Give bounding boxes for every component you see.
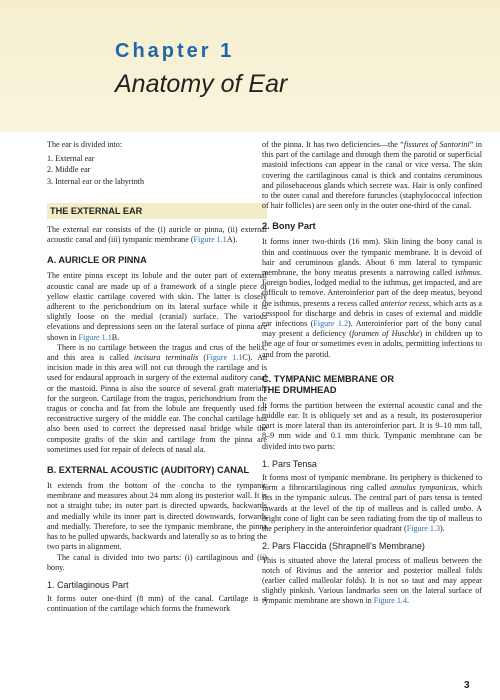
external-ear-paragraph: The external ear consists of the (i) auricle or pinna, (ii) external acoustic canal and (iii) tympanic membrane (Figure 1.1A). bbox=[47, 225, 267, 245]
canal-paragraph-1: It extends from the bottom of the concha to the tympanic membrane and measures about 24 mm along its posterior wall. It is not a straight tube; its outer part is directed upwards, backwards and medially while its inner part is directed downwards, forwards and medially. Therefore, to see the tympanic membrane, the pinna has to be pulled upwards, backwards and laterally so as to bring the two parts in alignment. bbox=[47, 481, 267, 552]
heading-cartilaginous-part: 1. Cartilaginous Part bbox=[47, 579, 129, 590]
tympanic-paragraph: It forms the partition between the external acoustic canal and the middle ear. It is obliquely set and as a result, its posterosuperior part is more lateral than its anteroinferior part. It is 9–10 mm tall, 8–9 mm wide and 0.1 mm thick. Tympanic membrane can be divided into two parts: bbox=[262, 400, 482, 451]
intro-item: 1. External ear bbox=[47, 154, 95, 164]
intro-item: 3. Internal ear or the labyrinth bbox=[47, 176, 145, 186]
heading-tympanic-membrane: C. TYMPANIC MEMBRANE OR THE DRUMHEAD bbox=[262, 373, 395, 395]
canal-paragraph-2: The canal is divided into two parts: (i) cartilaginous and (ii) bony. bbox=[47, 552, 267, 572]
figure-link[interactable]: Figure 1.2 bbox=[313, 319, 348, 329]
figure-link[interactable]: Figure 1.1 bbox=[78, 332, 112, 342]
heading-auricle: A. AURICLE OR PINNA bbox=[47, 255, 147, 266]
page-number: 3 bbox=[464, 680, 470, 691]
chapter-label: Chapter 1 bbox=[115, 40, 235, 62]
figure-link[interactable]: Figure 1.4 bbox=[373, 596, 407, 606]
pars-flaccida-paragraph: This is situated above the lateral process of malleus between the notch of Rivinus and the anterior and posterior malleal folds (earlier called malleolar folds). It is not so taut and may appear slightly pinkish. Various landmarks seen on the lateral surface of tympanic membrane are shown in Figure 1.4. bbox=[262, 555, 482, 606]
intro-lead: The ear is divided into: bbox=[47, 140, 123, 149]
figure-link[interactable]: Figure 1.3 bbox=[406, 524, 441, 534]
heading-pars-flaccida: 2. Pars Flaccida (Shrapnell’s Membrane) bbox=[262, 541, 425, 552]
section-heading-external-ear: THE EXTERNAL EAR bbox=[47, 203, 267, 219]
cartilaginous-paragraph: It forms outer one-third (8 mm) of the canal. Cartilage is a continuation of the cartilage which forms the framework bbox=[47, 594, 267, 614]
auricle-paragraph-1: The entire pinna except its lobule and the outer part of external acoustic canal are made up of a framework of a single piece of yellow elastic cartilage covered with skin. The latter is closely adherent to the perichondrium on its lateral surface while it is slightly loose on the medial (cranial) surface. The various elevations and depressions seen on the lateral surface of pinna are shown in Figure 1.1B. bbox=[47, 271, 267, 342]
chapter-header-band bbox=[0, 0, 500, 132]
figure-link[interactable]: Figure 1.1 bbox=[206, 353, 243, 363]
chapter-title: Anatomy of Ear bbox=[115, 70, 288, 98]
pars-tensa-paragraph: It forms most of tympanic membrane. Its periphery is thickened to form a fibrocartilaginous ring called annulus tympanicus, which fits in the tympanic sulcus. The central part of pars tensa is tented inwards at the level of the tip of malleus and is called umbo. A bright cone of light can be seen radiating from the tip of malleus to the periphery in the anteroinferior quadrant (Figure 1.3). bbox=[262, 473, 482, 534]
right-column bbox=[262, 140, 482, 607]
intro-item: 2. Middle ear bbox=[47, 165, 91, 175]
figure-link[interactable]: Figure 1.1 bbox=[193, 235, 227, 245]
heading-pars-tensa: 1. Pars Tensa bbox=[262, 458, 317, 469]
intro-list bbox=[47, 154, 267, 187]
bony-paragraph: It forms inner two-thirds (16 mm). Skin lining the bony canal is thin and continuous over the tympanic membrane. It is devoid of hair and ceruminous glands. About 6 mm lateral to tympanic membrane, the bony meatus presents a narrowing called isthmus. Foreign bodies, lodged medial to the isthmus, get impacted, and are difficult to remove. Anteroinferior part of the deep meatus, beyond the isthmus, presents a recess called anterior recess, which acts as a cesspool for discharge and debris in cases of external and middle ear infections (Figure 1.2). Anteroinferior part of the bony canal may present a deficiency (foramen of Huschke) in children up to the age of four or sometimes even in adults, permitting infections to and from the parotid. bbox=[262, 237, 482, 359]
left-column bbox=[47, 140, 267, 615]
heading-external-canal: B. EXTERNAL ACOUSTIC (AUDITORY) CANAL bbox=[47, 465, 250, 476]
heading-bony-part: 2. Bony Part bbox=[262, 221, 316, 232]
cartilaginous-paragraph-continued: of the pinna. It has two deficiencies—the “fissures of Santorini” in this part of the cartilage and through them the parotid or superficial mastoid infections can appear in the canal or vice versa. The skin covering the cartilaginous canal is thick and contains ceruminous and pilosebaceous glands which secrete wax. Hair is only confined to the outer canal and therefore furuncles (staphylococcal infection of hair follicles) are seen only in the outer one-third of the canal. bbox=[262, 140, 482, 211]
auricle-paragraph-2: There is no cartilage between the tragus and crus of the helix, and this area is called incisura terminalis (Figure 1.1C). An incision made in this area will not cut through the cartilage and is used for endaural approach in surgery of the external auditory canal or the mastoid. Pinna is also the source of several graft materials for the surgeon. Cartilage from the tragus, perichondrium from the tragus or concha and fat from the lobule are frequently used for reconstructive surgery of the middle ear. The conchal cartilage has also been used to correct the depressed nasal bridge while the composite grafts of the skin and cartilage from the pinna are sometimes used for repair of defects of nasal ala. bbox=[47, 342, 267, 454]
